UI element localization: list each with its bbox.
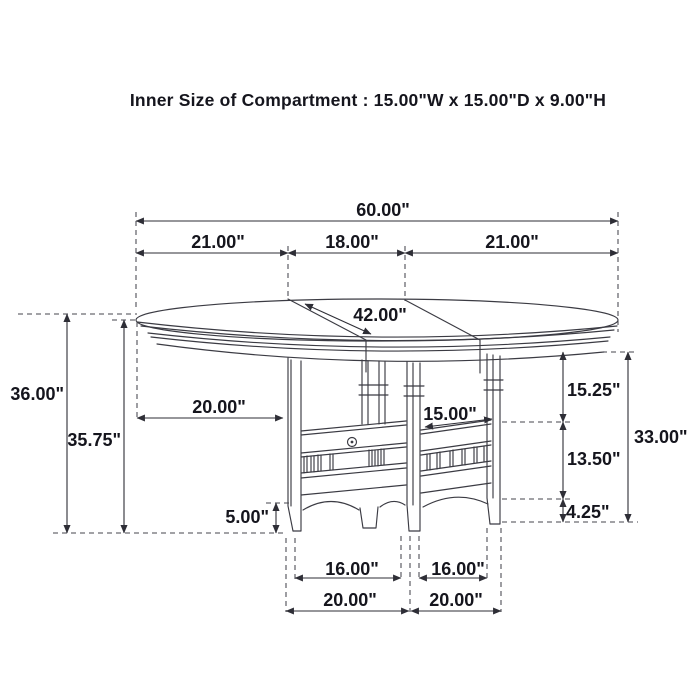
front-left-leg	[288, 358, 301, 531]
extension-lines	[18, 212, 638, 612]
dim-label-overall-width: 60.00"	[356, 200, 410, 220]
drawer-knob-center	[351, 441, 354, 444]
compartment-right-face	[421, 420, 491, 493]
dim-label-feet-outer-left: 20.00"	[323, 590, 377, 610]
dim-label-seg-top: 15.25"	[567, 380, 621, 400]
dim-label-right-top: 21.00"	[485, 232, 539, 252]
dim-label-seg-bottom: 4.25"	[566, 502, 610, 522]
front-right-leg	[484, 354, 503, 524]
dim-label-comp-width: 15.00"	[423, 404, 477, 424]
apron	[141, 326, 614, 361]
pedestal-base	[288, 354, 503, 531]
dim-label-feet-inner-right: 16.00"	[431, 559, 485, 579]
compartment-left-face	[301, 421, 406, 495]
dimension-labels	[10, 200, 687, 610]
dim-label-feet-outer-right: 20.00"	[429, 590, 483, 610]
compartment-size-caption: Inner Size of Compartment : 15.00"W x 15.00"D x 9.00"H	[129, 90, 607, 110]
dim-label-seg-mid: 13.50"	[567, 449, 621, 469]
back-post	[359, 360, 388, 424]
dim-label-clearance: 20.00"	[192, 397, 246, 417]
center-post	[404, 362, 424, 531]
dim-label-feet-inner-left: 16.00"	[325, 559, 379, 579]
dim-label-depth: 42.00"	[353, 305, 407, 325]
dim-label-height-total: 36.00"	[10, 384, 64, 404]
dim-label-leaf: 18.00"	[325, 232, 379, 252]
dim-label-height-apron: 35.75"	[67, 430, 121, 450]
dimension-annotations	[10, 200, 687, 612]
skirt-arches	[303, 497, 488, 528]
dim-label-base-total: 33.00"	[634, 427, 688, 447]
dim-label-foot: 5.00"	[225, 507, 269, 527]
dim-label-left-top: 21.00"	[191, 232, 245, 252]
dimension-lines	[67, 221, 628, 611]
